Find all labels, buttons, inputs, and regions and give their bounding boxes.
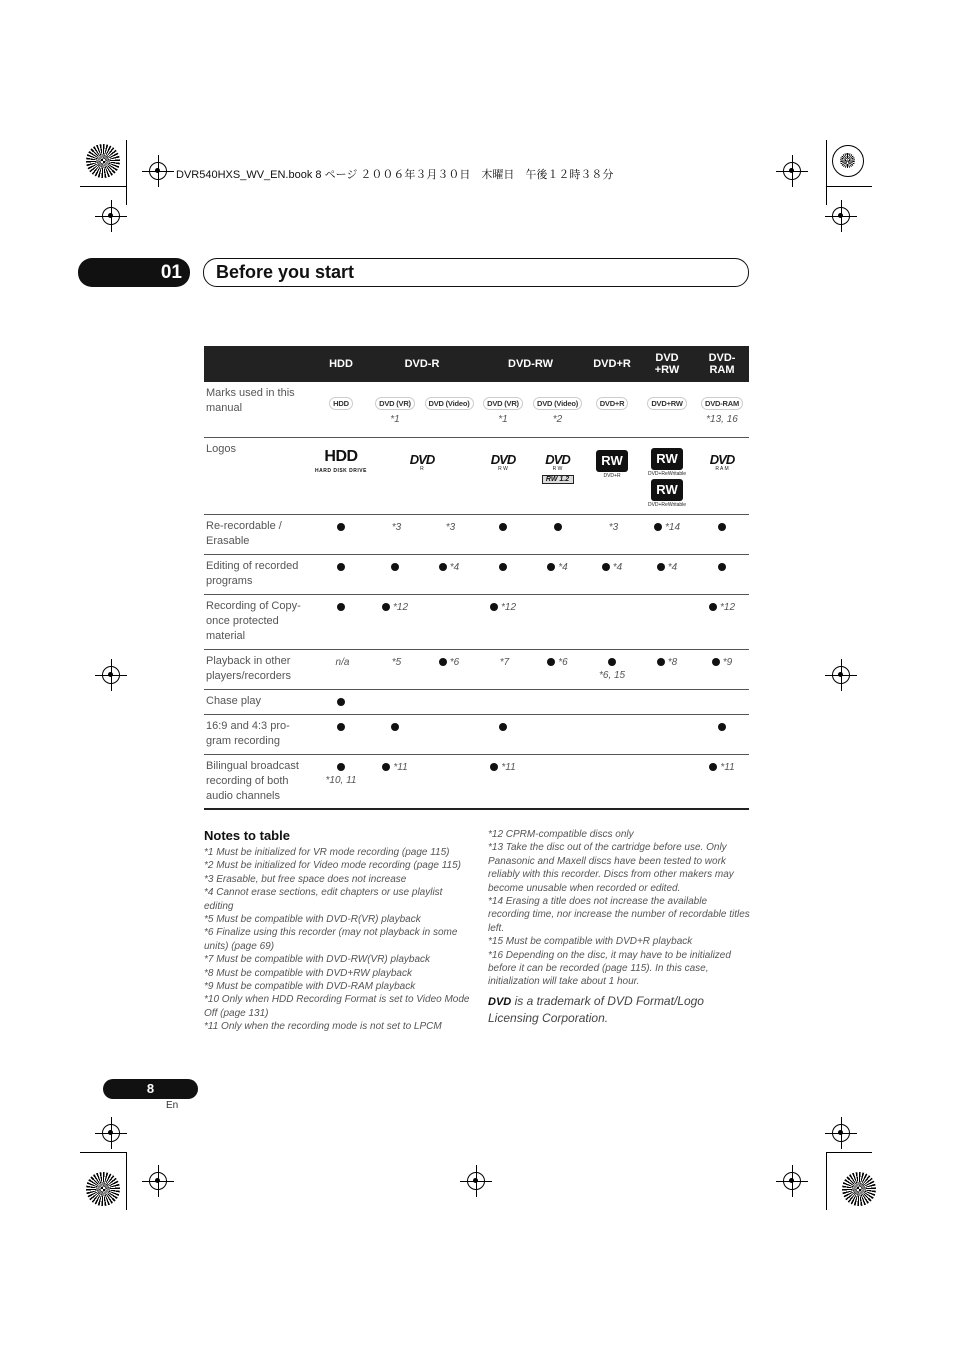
row-label: Re-recordable / Erasable	[204, 514, 314, 554]
mark-cell	[422, 382, 476, 437]
supported-dot-icon	[337, 698, 345, 706]
mark-dvd-vr: DVD (VR)	[375, 397, 415, 410]
supported-dot-icon	[654, 523, 662, 531]
crop-line	[826, 1152, 872, 1153]
table-cell	[530, 754, 585, 809]
chapter-heading	[203, 258, 749, 287]
supported-dot-icon	[391, 723, 399, 731]
logo-cell	[476, 437, 530, 514]
note-item: *6 Finalize using this recorder (may not playback in some units) (page 69)	[204, 927, 458, 952]
table-cell	[422, 514, 476, 554]
trademark-text: is a trademark of DVD Format/Logo Licensing Corporation.	[488, 993, 704, 1025]
logo-cell	[639, 437, 695, 514]
supported-dot-icon	[547, 563, 555, 571]
crop-line	[80, 186, 126, 187]
table-row	[204, 594, 749, 649]
table-row	[204, 554, 749, 594]
note-item: *5 Must be compatible with DVD-R(VR) playback	[204, 914, 421, 926]
table-cell	[314, 594, 368, 649]
table-cell: *12	[368, 594, 422, 649]
file-header: DVR540HXS_WV_EN.book 8 ページ ２００６年３月３０日 木曜日 午後１２時３８分	[176, 169, 614, 181]
supported-dot-icon	[554, 523, 562, 531]
crop-line	[826, 1152, 827, 1210]
table-cell	[476, 554, 530, 594]
note-item: *14 Erasing a title does not increase the available recording time, nor increase the number of recordable titles left.	[488, 896, 750, 934]
mark-cell	[530, 382, 585, 437]
note-ref: *7	[499, 656, 510, 668]
header-dvd-plus-rw: DVD +RW	[639, 346, 695, 382]
row-label: Bilingual broadcast recording of both audio channels	[204, 754, 314, 809]
table-cell	[422, 754, 476, 809]
supported-dot-icon	[337, 723, 345, 731]
header-dvd-r: DVD-R	[368, 346, 476, 382]
table-cell	[314, 514, 368, 554]
table-cell	[314, 649, 368, 689]
header-dvd-rw: DVD-RW	[476, 346, 585, 382]
table-cell	[585, 514, 639, 554]
page-number: 8	[103, 1079, 198, 1099]
dvd-logo-sub: R	[420, 465, 424, 472]
mark-dvd-vr: DVD (VR)	[483, 397, 523, 410]
table-cell	[639, 689, 695, 714]
table-cell	[585, 649, 639, 689]
table-cell: *11	[368, 754, 422, 809]
table-row	[204, 689, 749, 714]
crosshair-icon	[783, 162, 801, 180]
dvd-plus-rw-logo	[648, 448, 686, 510]
registration-star-icon	[832, 145, 864, 177]
registration-star-icon	[842, 1172, 876, 1206]
table-cell	[476, 689, 530, 714]
dvd-logo-sub: R W	[498, 465, 508, 472]
notes-title: Notes to table	[204, 828, 290, 843]
header-blank	[204, 346, 314, 382]
rw-12-logo: RW 1.2	[542, 475, 574, 484]
dvd-logo-text: DVD	[709, 451, 735, 467]
row-label: Logos	[204, 437, 314, 514]
note-ref: *3	[445, 521, 456, 533]
header-dvd-ram: DVD- RAM	[695, 346, 749, 382]
registration-star-icon	[86, 1172, 120, 1206]
supported-dot-icon	[602, 563, 610, 571]
rw-logo-sub: DVD+ReWritable	[647, 470, 687, 477]
table-cell	[368, 714, 422, 754]
crosshair-icon	[102, 1124, 120, 1142]
supported-dot-icon	[608, 658, 616, 666]
dvd-logo-sub: R A M	[715, 465, 729, 472]
mark-dvd-plus-r: DVD+R	[596, 397, 629, 410]
supported-dot-icon	[391, 563, 399, 571]
table-row	[204, 754, 749, 809]
table-cell: *4	[530, 554, 585, 594]
row-label: Recording of Copy-once protected material	[204, 594, 314, 649]
row-label: Editing of recorded programs	[204, 554, 314, 594]
crosshair-icon	[832, 666, 850, 684]
header-hdd: HDD	[314, 346, 368, 382]
page-language: En	[166, 1100, 179, 1111]
crop-line	[126, 1152, 127, 1210]
row-label: Marks used in this manual	[204, 382, 314, 437]
logo-cell	[695, 437, 749, 514]
table-cell	[368, 649, 422, 689]
note-item: *11 Only when the recording mode is not set to LPCM	[204, 1021, 442, 1033]
table-cell	[585, 754, 639, 809]
chapter-title: Before you start	[216, 262, 355, 282]
table-cell	[314, 554, 368, 594]
table-cell: *8	[639, 649, 695, 689]
supported-dot-icon	[547, 658, 555, 666]
mark-dvd-plus-rw: DVD+RW	[647, 397, 686, 410]
supported-dot-icon	[499, 723, 507, 731]
note-ref: *2	[552, 414, 563, 425]
mark-cell	[314, 382, 368, 437]
table-cell	[530, 594, 585, 649]
row-label: 16:9 and 4:3 pro-gram recording	[204, 714, 314, 754]
dvd-r-logo	[409, 451, 435, 472]
row-label: Playback in other players/recorders	[204, 649, 314, 689]
note-ref: *10, 11	[325, 774, 357, 786]
table-cell	[368, 689, 422, 714]
hdd-logo-sub: HARD DISK DRIVE	[315, 467, 367, 474]
disc-feature-table	[204, 346, 749, 810]
supported-dot-icon	[709, 603, 717, 611]
table-cell: *9	[695, 649, 749, 689]
supported-dot-icon	[718, 723, 726, 731]
table-cell	[695, 514, 749, 554]
rw-logo-sub: DVD+R	[603, 472, 621, 479]
table-cell	[639, 754, 695, 809]
crop-line	[826, 140, 827, 205]
table-header-row	[204, 346, 749, 382]
dvd-ram-logo	[709, 451, 735, 472]
note-item: *3 Erasable, but free space does not increase	[204, 873, 407, 885]
supported-dot-icon	[490, 763, 498, 771]
table-cell	[422, 689, 476, 714]
note-item: *9 Must be compatible with DVD-RAM playback	[204, 981, 416, 993]
mark-hdd: HDD	[329, 397, 353, 410]
table-cell: *11	[695, 754, 749, 809]
supported-dot-icon	[490, 603, 498, 611]
notes-right-column	[488, 828, 750, 1026]
note-item: *8 Must be compatible with DVD+RW playback	[204, 967, 412, 979]
dvd-rw-logo	[490, 451, 516, 472]
logo-cell	[314, 437, 368, 514]
mark-dvd-ram: DVD-RAM	[701, 397, 743, 410]
note-ref: *3	[391, 521, 402, 533]
trademark-notice	[488, 993, 750, 1026]
table-cell: *12	[695, 594, 749, 649]
table-cell: *4	[585, 554, 639, 594]
dvd-plus-r-logo	[596, 450, 628, 481]
crosshair-icon	[467, 1172, 485, 1190]
crop-line	[80, 1152, 126, 1153]
supported-dot-icon	[712, 658, 720, 666]
note-item: *10 Only when HDD Recording Format is set to Video Mode Off (page 131)	[204, 994, 470, 1019]
table-cell	[314, 714, 368, 754]
supported-dot-icon	[718, 523, 726, 531]
crosshair-icon	[832, 207, 850, 225]
rw-logo-sub: DVD+ReWritable	[647, 501, 687, 508]
logo-cell	[368, 437, 476, 514]
rw-logo-text: RW	[596, 450, 628, 472]
table-cell: *6	[422, 649, 476, 689]
table-cell: *12	[476, 594, 530, 649]
dvd-logo-sub: R W	[552, 465, 563, 472]
table-cell: *11	[476, 754, 530, 809]
rw-logo-text: RW	[651, 448, 683, 470]
note-ref: *1	[390, 414, 400, 425]
supported-dot-icon	[337, 563, 345, 571]
note-ref: *5	[391, 656, 402, 668]
dvd-logo-text: DVD	[409, 451, 435, 467]
table-cell	[695, 714, 749, 754]
table-cell	[585, 714, 639, 754]
rw-logo-text: RW	[651, 479, 683, 501]
table-row	[204, 649, 749, 689]
logo-cell	[585, 437, 639, 514]
table-row	[204, 437, 749, 514]
supported-dot-icon	[439, 658, 447, 666]
crop-line	[126, 140, 127, 205]
table-cell: *6	[530, 649, 585, 689]
crosshair-icon	[102, 666, 120, 684]
crosshair-icon	[832, 1124, 850, 1142]
note-item: *16 Depending on the disc, it may have to be initialized before it can be recorded (page 115). In this case, initialization will take about 1 hour.	[488, 949, 731, 988]
header-dvd-plus-r: DVD+R	[585, 346, 639, 382]
crosshair-icon	[149, 162, 167, 180]
crosshair-icon	[149, 1172, 167, 1190]
note-item: *15 Must be compatible with DVD+R playback	[488, 936, 693, 948]
note-item: *12 CPRM-compatible discs only	[488, 829, 634, 840]
note-ref: *13, 16	[706, 414, 738, 425]
table-cell	[476, 714, 530, 754]
table-cell	[530, 514, 585, 554]
row-label: Chase play	[204, 689, 314, 714]
supported-dot-icon	[337, 763, 345, 771]
hdd-logo-text: HDD	[324, 447, 358, 465]
table-row	[204, 714, 749, 754]
logo-cell	[530, 437, 585, 514]
supported-dot-icon	[657, 563, 665, 571]
mark-dvd-video: DVD (Video)	[425, 397, 474, 410]
supported-dot-icon	[709, 763, 717, 771]
supported-dot-icon	[337, 523, 345, 531]
supported-dot-icon	[382, 603, 390, 611]
supported-dot-icon	[382, 763, 390, 771]
crosshair-icon	[102, 207, 120, 225]
table-cell	[314, 689, 368, 714]
table-cell	[585, 689, 639, 714]
supported-dot-icon	[718, 563, 726, 571]
note-item: *1 Must be initialized for VR mode recording (page 115)	[204, 847, 450, 858]
mark-cell	[695, 382, 749, 437]
mark-dvd-video: DVD (Video)	[533, 397, 582, 410]
table-cell	[422, 714, 476, 754]
supported-dot-icon	[499, 523, 507, 531]
supported-dot-icon	[657, 658, 665, 666]
note-ref: n/a	[335, 656, 350, 668]
table-cell	[476, 514, 530, 554]
table-row	[204, 514, 749, 554]
mark-cell	[639, 382, 695, 437]
table-cell	[368, 514, 422, 554]
table-cell: *4	[639, 554, 695, 594]
note-ref: *1	[498, 414, 508, 425]
supported-dot-icon	[499, 563, 507, 571]
mark-cell	[368, 382, 422, 437]
notes-left-column	[204, 828, 472, 1034]
table-cell	[639, 714, 695, 754]
supported-dot-icon	[439, 563, 447, 571]
table-cell	[422, 594, 476, 649]
note-ref: *6, 15	[598, 669, 626, 681]
crosshair-icon	[783, 1172, 801, 1190]
mark-cell	[585, 382, 639, 437]
table-cell	[530, 689, 585, 714]
dvd-logo-icon: DVD	[488, 995, 512, 1008]
note-ref: *3	[608, 521, 619, 533]
mark-cell	[476, 382, 530, 437]
table-cell	[530, 714, 585, 754]
dvd-rw-logo	[545, 451, 570, 472]
table-cell	[695, 554, 749, 594]
table-cell	[695, 689, 749, 714]
note-item: *4 Cannot erase sections, edit chapters or use playlist editing	[204, 887, 443, 912]
note-item: *7 Must be compatible with DVD-RW(VR) playback	[204, 954, 431, 966]
table-cell: *14	[639, 514, 695, 554]
dvd-logo-text: DVD	[490, 451, 516, 467]
dvd-logo-text: DVD	[545, 451, 570, 467]
table-cell: *4	[422, 554, 476, 594]
table-row	[204, 382, 749, 437]
chapter-number: 01	[78, 258, 190, 287]
registration-star-icon	[86, 144, 120, 178]
crop-line	[826, 186, 872, 187]
hdd-logo	[314, 447, 368, 478]
note-item: *2 Must be initialized for Video mode recording (page 115)	[204, 860, 462, 872]
supported-dot-icon	[337, 603, 345, 611]
table-cell	[368, 554, 422, 594]
table-cell	[314, 754, 368, 809]
table-cell	[476, 649, 530, 689]
note-item: *13 Take the disc out of the cartridge before use. Only Panasonic and Maxell discs have been tested to work reliably with this recorder. Discs from other makers may become unusable when recorded or edited.	[488, 842, 734, 894]
table-cell	[639, 594, 695, 649]
table-cell	[585, 594, 639, 649]
